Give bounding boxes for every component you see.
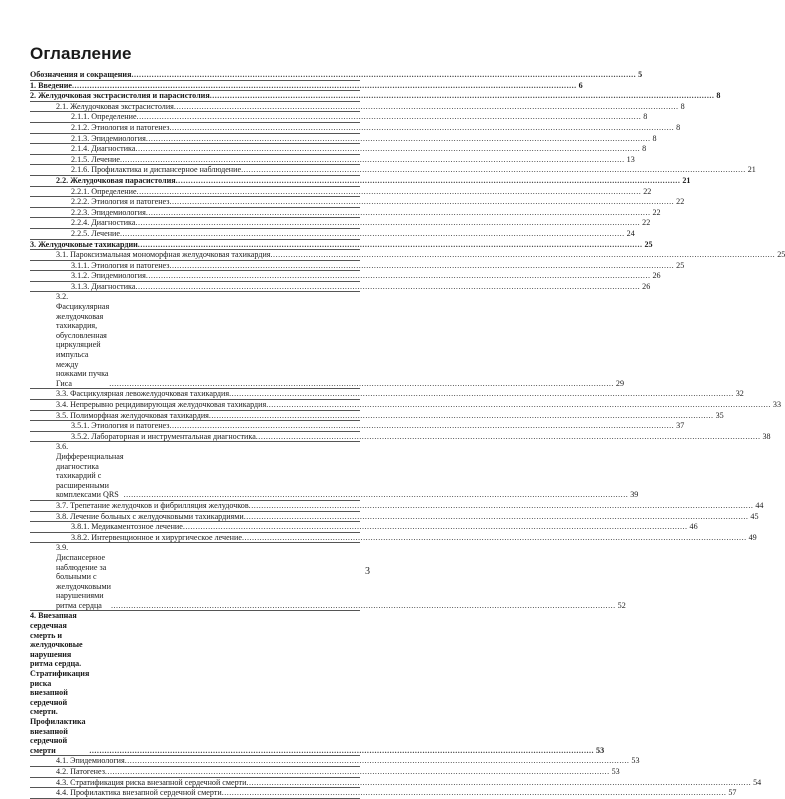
toc-leader-dots bbox=[229, 389, 734, 399]
toc-entry[interactable] bbox=[30, 207, 661, 219]
toc-leader-dots bbox=[135, 282, 640, 292]
toc-entry[interactable] bbox=[30, 522, 698, 533]
toc-leader-dots bbox=[244, 512, 749, 522]
toc-entry-title: 4. Внезапная сердечная смерть и желудочковые нарушения ритма сердца. Стратификация риска внезапной сердечной смерти. Профилактика внезапной сердечной смерти bbox=[30, 611, 90, 755]
toc-leader-dots bbox=[135, 144, 640, 154]
toc-entry[interactable] bbox=[30, 239, 653, 251]
toc-entry-page: 49 bbox=[748, 532, 757, 542]
toc-entry[interactable] bbox=[30, 144, 647, 155]
toc-entry-title: 2.1. Желудочковая экстрасистолия bbox=[56, 101, 174, 111]
toc-leader-dots bbox=[120, 229, 625, 239]
toc-entry-title: 3.3. Фасцикулярная левожелудочковая тахикардия bbox=[56, 389, 230, 399]
toc-entry-page: 22 bbox=[676, 197, 685, 207]
toc-entry[interactable] bbox=[30, 165, 756, 176]
toc-leader-dots bbox=[109, 379, 614, 389]
toc-entry-title: 3.7. Трепетание желудочков и фибрилляция желудочков bbox=[56, 500, 249, 510]
toc-leader-dots bbox=[111, 601, 616, 611]
toc-leader-dots bbox=[120, 155, 625, 165]
toc-entry-title: 2.2.4. Диагностика bbox=[71, 218, 136, 228]
toc-entry-page: 24 bbox=[626, 228, 635, 238]
toc-leader-dots bbox=[137, 112, 642, 122]
toc-entry[interactable] bbox=[30, 154, 635, 166]
toc-entry-title: 2. Желудочковая экстрасистолия и парасистолия bbox=[30, 91, 210, 101]
toc-entry[interactable] bbox=[30, 442, 639, 501]
toc-entry[interactable] bbox=[30, 122, 681, 134]
toc-entry[interactable] bbox=[30, 197, 685, 208]
toc-entry-page: 21 bbox=[747, 165, 756, 175]
toc-leader-dots bbox=[146, 208, 651, 218]
toc-entry-page: 5 bbox=[638, 70, 643, 79]
toc-entry[interactable] bbox=[30, 766, 620, 778]
toc-entry-page: 22 bbox=[642, 218, 651, 228]
toc-entry[interactable] bbox=[30, 788, 737, 799]
toc-entry[interactable] bbox=[30, 250, 785, 261]
toc-entry[interactable] bbox=[30, 70, 643, 81]
toc-entry[interactable] bbox=[30, 532, 757, 544]
toc-entry-title: 2.2.2. Этиология и патогенез bbox=[71, 197, 170, 207]
toc-leader-dots bbox=[174, 102, 679, 112]
toc-entry[interactable] bbox=[30, 101, 685, 113]
toc-entry-title: 3.1.2. Эпидемиология bbox=[71, 271, 146, 281]
toc-entry-title: 3.5. Полиморфная желудочковая тахикардия bbox=[56, 410, 209, 420]
toc-leader-dots bbox=[246, 778, 751, 788]
toc-entry[interactable] bbox=[30, 500, 764, 512]
toc-entry-title: Обозначения и сокращения bbox=[30, 70, 132, 79]
toc-entry[interactable] bbox=[30, 80, 583, 92]
toc-entry[interactable] bbox=[30, 543, 626, 611]
toc-entry-title: 3.1.1. Этиология и патогенез bbox=[71, 260, 170, 270]
toc-entry-title: 1. Введение bbox=[30, 80, 72, 90]
toc-entry-page: 8 bbox=[643, 112, 648, 122]
toc-entry-title: 3.4. Непрерывно рецидивирующая желудочковая тахикардия bbox=[56, 400, 267, 409]
toc-entry[interactable] bbox=[30, 511, 759, 523]
toc-entry-page: 8 bbox=[716, 91, 721, 101]
toc-entry-page: 25 bbox=[644, 239, 653, 249]
toc-entry-title: 3. Желудочковые тахикардии bbox=[30, 239, 138, 249]
toc-entry-title: 3.5.1. Этиология и патогенез bbox=[71, 421, 170, 431]
toc-leader-dots bbox=[249, 501, 754, 511]
page-number: 3 bbox=[365, 566, 370, 577]
toc-entry-page: 38 bbox=[762, 431, 771, 441]
toc-leader-dots bbox=[89, 746, 594, 756]
toc-entry-page: 37 bbox=[676, 421, 685, 431]
toc-leader-dots bbox=[176, 176, 681, 186]
toc-entry-title: 3.2. Фасцикулярная желудочковая тахикардия, обусловленная циркуляцией импульса между ножками пучка Гиса bbox=[56, 292, 110, 388]
toc-entry-page: 53 bbox=[596, 745, 605, 755]
toc-leader-dots bbox=[146, 134, 651, 144]
toc-leader-dots bbox=[209, 411, 714, 421]
toc-entry-page: 26 bbox=[642, 281, 651, 291]
toc-entry-page: 22 bbox=[652, 207, 661, 217]
toc-entry-title: 3.9. Диспансерное наблюдение за больными с желудочковыми нарушениями ритма сердца bbox=[56, 543, 111, 610]
toc-entry[interactable] bbox=[30, 777, 762, 789]
toc-leader-dots bbox=[105, 767, 610, 777]
toc-entry-page: 29 bbox=[615, 378, 624, 388]
toc-entry[interactable] bbox=[30, 91, 721, 102]
page-title: Оглавление bbox=[30, 44, 132, 63]
toc-entry-page: 45 bbox=[750, 511, 759, 521]
toc-entry[interactable] bbox=[30, 756, 640, 767]
toc-entry[interactable] bbox=[30, 431, 771, 443]
toc-entry-page: 25 bbox=[676, 260, 685, 270]
toc-entry-page: 8 bbox=[680, 101, 685, 111]
toc-entry-page: 25 bbox=[777, 250, 785, 260]
toc-entry[interactable] bbox=[30, 400, 781, 411]
toc-entry-title: 2.1.5. Лечение bbox=[71, 154, 120, 164]
toc-leader-dots bbox=[271, 250, 776, 260]
toc-entry-page: 53 bbox=[631, 756, 640, 766]
toc-entry-page: 6 bbox=[578, 80, 583, 90]
toc-entry-title: 2.1.1. Определение bbox=[71, 112, 137, 122]
toc-entry-page: 44 bbox=[755, 500, 764, 510]
toc-leader-dots bbox=[169, 261, 674, 271]
toc-entry-page: 39 bbox=[630, 490, 639, 500]
toc-entry[interactable] bbox=[30, 292, 624, 389]
toc-entry-title: 3.5.2. Лабораторная и инструментальная диагностика bbox=[71, 431, 256, 441]
toc-entry-title: 3.6. Дифференциальная диагностика тахикардий с расширенными комплексами QRS bbox=[56, 442, 124, 500]
toc-entry-title: 2.2.3. Эпидемиология bbox=[71, 207, 146, 217]
toc-entry-title: 2.2.5. Лечение bbox=[71, 228, 120, 238]
table-of-contents bbox=[30, 70, 785, 799]
toc-leader-dots bbox=[169, 421, 674, 431]
toc-entry-page: 21 bbox=[682, 175, 691, 185]
toc-entry[interactable] bbox=[30, 421, 685, 432]
toc-entry-page: 54 bbox=[753, 777, 762, 787]
toc-entry-page: 13 bbox=[626, 154, 635, 164]
toc-entry-title: 2.1.2. Этиология и патогенез bbox=[71, 122, 170, 132]
toc-leader-dots bbox=[137, 187, 642, 197]
toc-entry[interactable] bbox=[30, 133, 657, 145]
toc-leader-dots bbox=[125, 756, 630, 766]
toc-entry[interactable] bbox=[30, 228, 635, 240]
toc-entry-page: 8 bbox=[642, 144, 647, 154]
toc-entry-page: 32 bbox=[735, 389, 744, 399]
toc-entry[interactable] bbox=[30, 260, 685, 272]
toc-entry-page: 35 bbox=[715, 410, 724, 420]
toc-entry-page: 8 bbox=[676, 122, 681, 132]
toc-entry-page: 22 bbox=[643, 186, 652, 196]
toc-entry-page: 8 bbox=[652, 133, 657, 143]
toc-leader-dots bbox=[146, 271, 651, 281]
toc-entry-title: 3.8.2. Интервенционное и хирургическое лечение bbox=[71, 532, 242, 542]
toc-leader-dots bbox=[210, 91, 715, 101]
toc-leader-dots bbox=[72, 81, 577, 91]
toc-entry-title: 3.8. Лечение больных с желудочковыми тахикардиями bbox=[56, 511, 244, 521]
toc-entry-title: 4.4. Профилактика внезапной сердечной смерти bbox=[56, 788, 222, 798]
toc-leader-dots bbox=[266, 400, 771, 410]
toc-leader-dots bbox=[124, 490, 629, 500]
toc-leader-dots bbox=[138, 240, 643, 250]
toc-leader-dots bbox=[169, 123, 674, 133]
toc-leader-dots bbox=[222, 788, 727, 798]
toc-entry[interactable] bbox=[30, 175, 691, 187]
toc-entry[interactable] bbox=[30, 281, 651, 293]
toc-entry-title: 2.2. Желудочковая парасистолия bbox=[56, 175, 176, 185]
toc-entry-title: 3.1. Пароксизмальная мономорфная желудочковая тахикардия bbox=[56, 250, 271, 260]
toc-entry-page: 33 bbox=[772, 400, 781, 409]
toc-entry-page: 53 bbox=[611, 766, 620, 776]
toc-entry[interactable] bbox=[30, 186, 652, 198]
toc-leader-dots bbox=[256, 432, 761, 442]
toc-entry-title: 2.2.1. Определение bbox=[71, 186, 137, 196]
toc-entry-title: 4.3. Стратификация риска внезапной сердечной смерти bbox=[56, 777, 247, 787]
toc-entry[interactable] bbox=[30, 410, 724, 422]
toc-leader-dots bbox=[135, 218, 640, 228]
toc-entry-page: 57 bbox=[728, 788, 737, 798]
toc-entry[interactable] bbox=[30, 389, 744, 400]
toc-leader-dots bbox=[241, 165, 746, 175]
toc-entry-title: 2.1.4. Диагностика bbox=[71, 144, 136, 154]
toc-entry[interactable] bbox=[30, 271, 661, 282]
toc-entry-page: 26 bbox=[652, 271, 661, 281]
toc-entry-title: 2.1.3. Эпидемиология bbox=[71, 133, 146, 143]
toc-leader-dots bbox=[131, 70, 636, 80]
toc-entry-title: 4.2. Патогенез bbox=[56, 766, 105, 776]
toc-entry-title: 4.1. Эпидемиология bbox=[56, 756, 125, 766]
toc-entry-page: 52 bbox=[617, 600, 626, 610]
toc-entry[interactable] bbox=[30, 218, 651, 229]
toc-entry[interactable] bbox=[30, 611, 605, 756]
toc-entry-title: 3.8.1. Медикаментозное лечение bbox=[71, 522, 183, 532]
toc-entry-title: 3.1.3. Диагностика bbox=[71, 281, 136, 291]
toc-leader-dots bbox=[183, 522, 688, 532]
toc-entry-title: 2.1.6. Профилактика и диспансерное наблюдение bbox=[71, 165, 242, 175]
toc-entry[interactable] bbox=[30, 112, 648, 123]
toc-leader-dots bbox=[242, 533, 747, 543]
toc-entry-page: 46 bbox=[689, 522, 698, 532]
toc-leader-dots bbox=[169, 197, 674, 207]
